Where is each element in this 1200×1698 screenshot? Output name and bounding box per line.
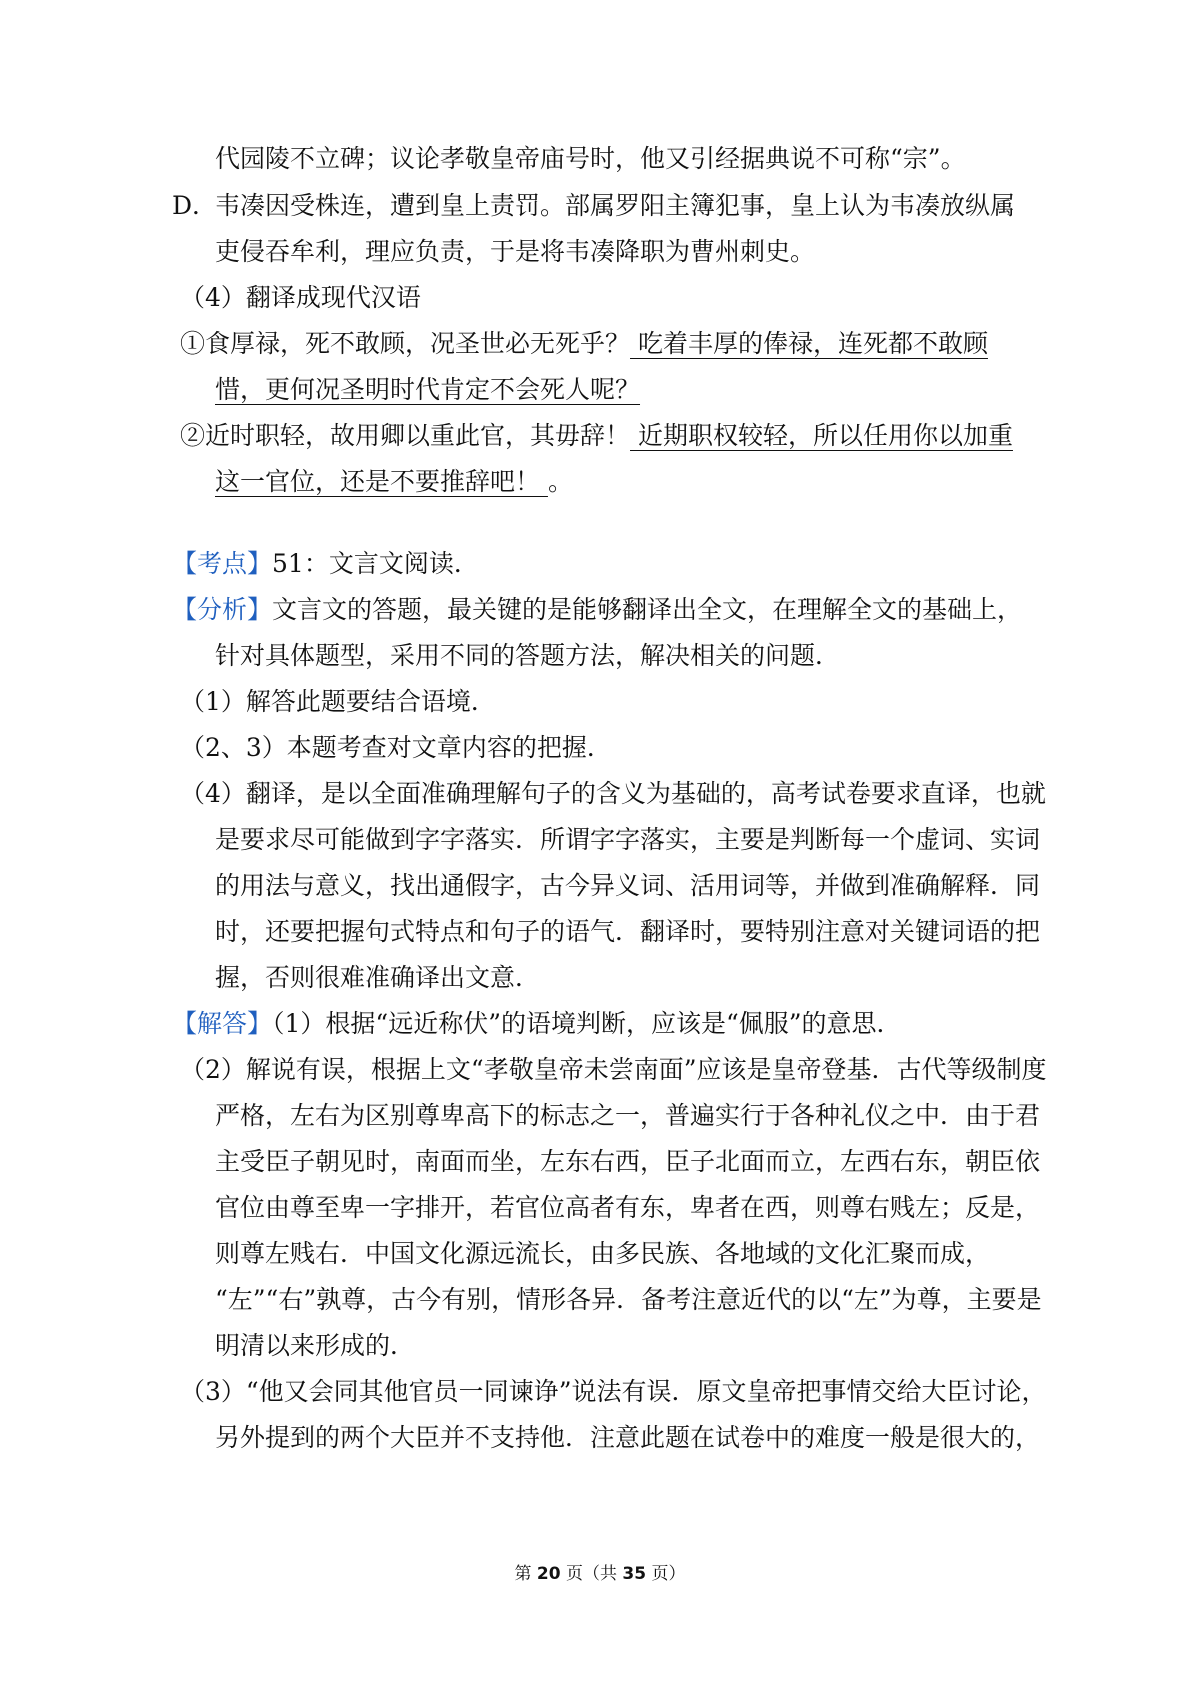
option-d-label: D．	[172, 191, 218, 220]
answer-2: 严格，左右为区别尊卑高下的标志之一，普遍实行于各种礼仪之中．由于君	[215, 1101, 1041, 1130]
sentence-1-answer-cont	[215, 370, 640, 410]
page-footer	[0, 1562, 1200, 1586]
sentence-2-original: ②近时职轻，故用卿以重此官，其毋辞！	[180, 421, 631, 450]
option-d-text: 吏侵吞牟利，理应负责，于是将韦凑降职为曹州刺史。	[215, 237, 816, 266]
sentence-2-answer: 近期职权较轻，所以任用你以加重	[630, 421, 1013, 450]
sentence-2-answer-cont	[215, 462, 573, 502]
sentence-1-original: ①食厚禄，死不敢顾，况圣世必无死乎？	[180, 329, 631, 358]
sentence-2-answer: 这一官位，还是不要推辞吧！	[215, 467, 548, 496]
answer-2: 官位由尊至卑一字排开，若官位高者有东，卑者在西，则尊右贱左；反是，	[215, 1193, 1041, 1222]
page-number: 20	[536, 1564, 561, 1584]
footer-middle: 页（共	[560, 1564, 623, 1584]
footer-suffix: 页）	[646, 1564, 686, 1584]
sentence-2	[180, 416, 1013, 456]
sentence-2-period: 。	[547, 467, 573, 496]
analysis-point-1: （1）解答此题要结合语境．	[180, 687, 496, 716]
analysis-point-4: 时，还要把握句式特点和句子的语气．翻译时，要特别注意对关键词语的把	[215, 917, 1041, 946]
jieda	[172, 1004, 902, 1044]
sentence-1-answer: 吃着丰厚的俸禄，连死都不敢顾	[630, 329, 988, 358]
footer-prefix: 第	[514, 1564, 537, 1584]
answer-3: 另外提到的两个大臣并不支持他．注意此题在试卷中的难度一般是很大的，	[215, 1423, 1041, 1452]
answer-1: （1）根据“远近称伏”的语境判断，应该是“佩服”的意思．	[272, 1009, 902, 1038]
kaodian-text: 51：文言文阅读．	[272, 549, 479, 578]
answer-3: （3）“他又会同其他官员一同谏诤”说法有误．原文皇帝把事情交给大臣讨论，	[180, 1377, 1047, 1406]
question-heading: （4）翻译成现代汉语	[180, 283, 421, 312]
answer-2: “左”“右”孰尊，古今有别，情形各异．备考注意近代的以“左”为尊，主要是	[215, 1285, 1042, 1314]
kaodian	[172, 544, 479, 584]
fenxi-text: 文言文的答题，最关键的是能够翻译出全文，在理解全文的基础上，	[272, 595, 1023, 624]
fenxi	[172, 590, 1022, 630]
answer-2: 主受臣子朝见时，南面而坐，左东右西，臣子北面而立，左西右东，朝臣依	[215, 1147, 1041, 1176]
answer-2: 明清以来形成的．	[215, 1331, 416, 1360]
fenxi-text: 针对具体题型，采用不同的答题方法，解决相关的问题．	[215, 641, 841, 670]
jieda-tag: 【解答】	[172, 1009, 273, 1038]
answer-2: 则尊左贱右．中国文化源远流长，由多民族、各地域的文化汇聚而成，	[215, 1239, 991, 1268]
kaodian-tag: 【考点】	[172, 549, 273, 578]
sentence-1	[180, 324, 988, 364]
text-line: 代园陵不立碑；议论孝敬皇帝庙号时，他又引经据典说不可称“宗”。	[215, 144, 966, 173]
page-total: 35	[622, 1564, 647, 1584]
sentence-1-answer: 惜，更何况圣明时代肯定不会死人呢？	[215, 375, 641, 404]
fenxi-tag: 【分析】	[172, 595, 273, 624]
analysis-point-4: 握，否则很难准确译出文意．	[215, 963, 541, 992]
analysis-point-4: 的用法与意义，找出通假字，古今异义词、活用词等，并做到准确解释．同	[215, 871, 1041, 900]
option-d-text: 韦凑因受株连，遭到皇上责罚。部属罗阳主簿犯事，皇上认为韦凑放纵属	[215, 191, 1016, 220]
analysis-point-4: 是要求尽可能做到字字落实．所谓字字落实，主要是判断每一个虚词、实词	[215, 825, 1041, 854]
answer-2: （2）解说有误，根据上文“孝敬皇帝未尝南面”应该是皇帝登基．古代等级制度	[180, 1055, 1047, 1084]
analysis-point-2-3: （2、3）本题考查对文章内容的把握．	[180, 733, 612, 762]
analysis-point-4: （4）翻译，是以全面准确理解句子的含义为基础的，高考试卷要求直译，也就	[180, 779, 1046, 808]
